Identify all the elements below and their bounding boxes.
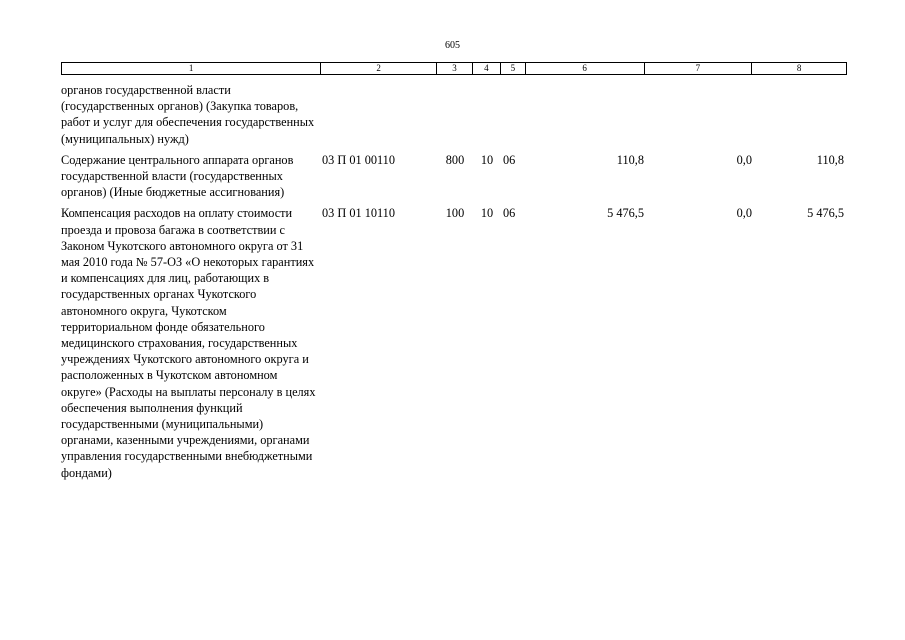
row-expense-type	[437, 82, 473, 147]
row-value-7: 0,0	[736, 152, 752, 167]
row-code: 03 П 01 10110	[322, 206, 395, 221]
table-row	[61, 152, 847, 201]
row-description: органов государственной власти (государственных органов) (Закупка товаров, работ и услуг для обеспечения государственных (муниципальных) нужд)	[61, 83, 315, 146]
header-col-5: 5	[501, 63, 526, 74]
row-value-6: 5 476,5	[607, 206, 644, 221]
row-subsection: 06	[503, 152, 516, 167]
row-code	[321, 82, 437, 147]
row-section: 10	[480, 206, 494, 221]
row-subsection	[501, 82, 526, 147]
row-value-8	[753, 82, 847, 147]
row-section: 10	[480, 152, 494, 167]
header-col-6: 6	[526, 63, 645, 74]
row-subsection: 06	[503, 206, 516, 221]
table-body	[61, 82, 847, 486]
row-value-8: 5 476,5	[807, 206, 844, 221]
header-col-1: 1	[62, 63, 321, 74]
row-value-7: 0,0	[736, 206, 752, 221]
table-row	[61, 82, 847, 147]
row-value-6: 110,8	[616, 152, 644, 167]
row-code: 03 П 01 00110	[322, 152, 395, 167]
header-col-3: 3	[437, 63, 473, 74]
header-col-4: 4	[473, 63, 501, 74]
header-col-8: 8	[796, 63, 802, 73]
row-section	[473, 82, 501, 147]
row-expense-type: 100	[445, 206, 465, 221]
row-value-8: 110,8	[816, 152, 844, 167]
table-header	[61, 62, 847, 75]
row-expense-type: 800	[445, 152, 465, 167]
row-value-6	[526, 82, 645, 147]
header-col-7: 7	[645, 63, 753, 74]
row-value-7	[645, 82, 753, 147]
table-row	[61, 205, 847, 480]
page-number: 605	[445, 40, 460, 51]
row-description: Компенсация расходов на оплату стоимости проезда и провоза багажа в соответствии с Законом Чукотского автономного округа от 31 мая 2010 года № 57-ОЗ «О некоторых гарантиях и компенсациях для лиц, работающих в государственных органах Чукотского автономного округа, Чукотском территориальном фонде обязательного медицинского страхования, государственных учреждениях Чукотского автономного округа и расположенных в Чукотском автономном округе» (Расходы на выплаты персоналу в целях обеспечения выполнения функций государственными (муниципальными) органами, казенными учреждениями, органами управления государственными внебюджетными фондами)	[61, 206, 316, 480]
row-description: Содержание центрального аппарата органов государственной власти (государственных органов) (Иные бюджетные ассигнования)	[61, 152, 294, 200]
header-col-2: 2	[321, 63, 437, 74]
